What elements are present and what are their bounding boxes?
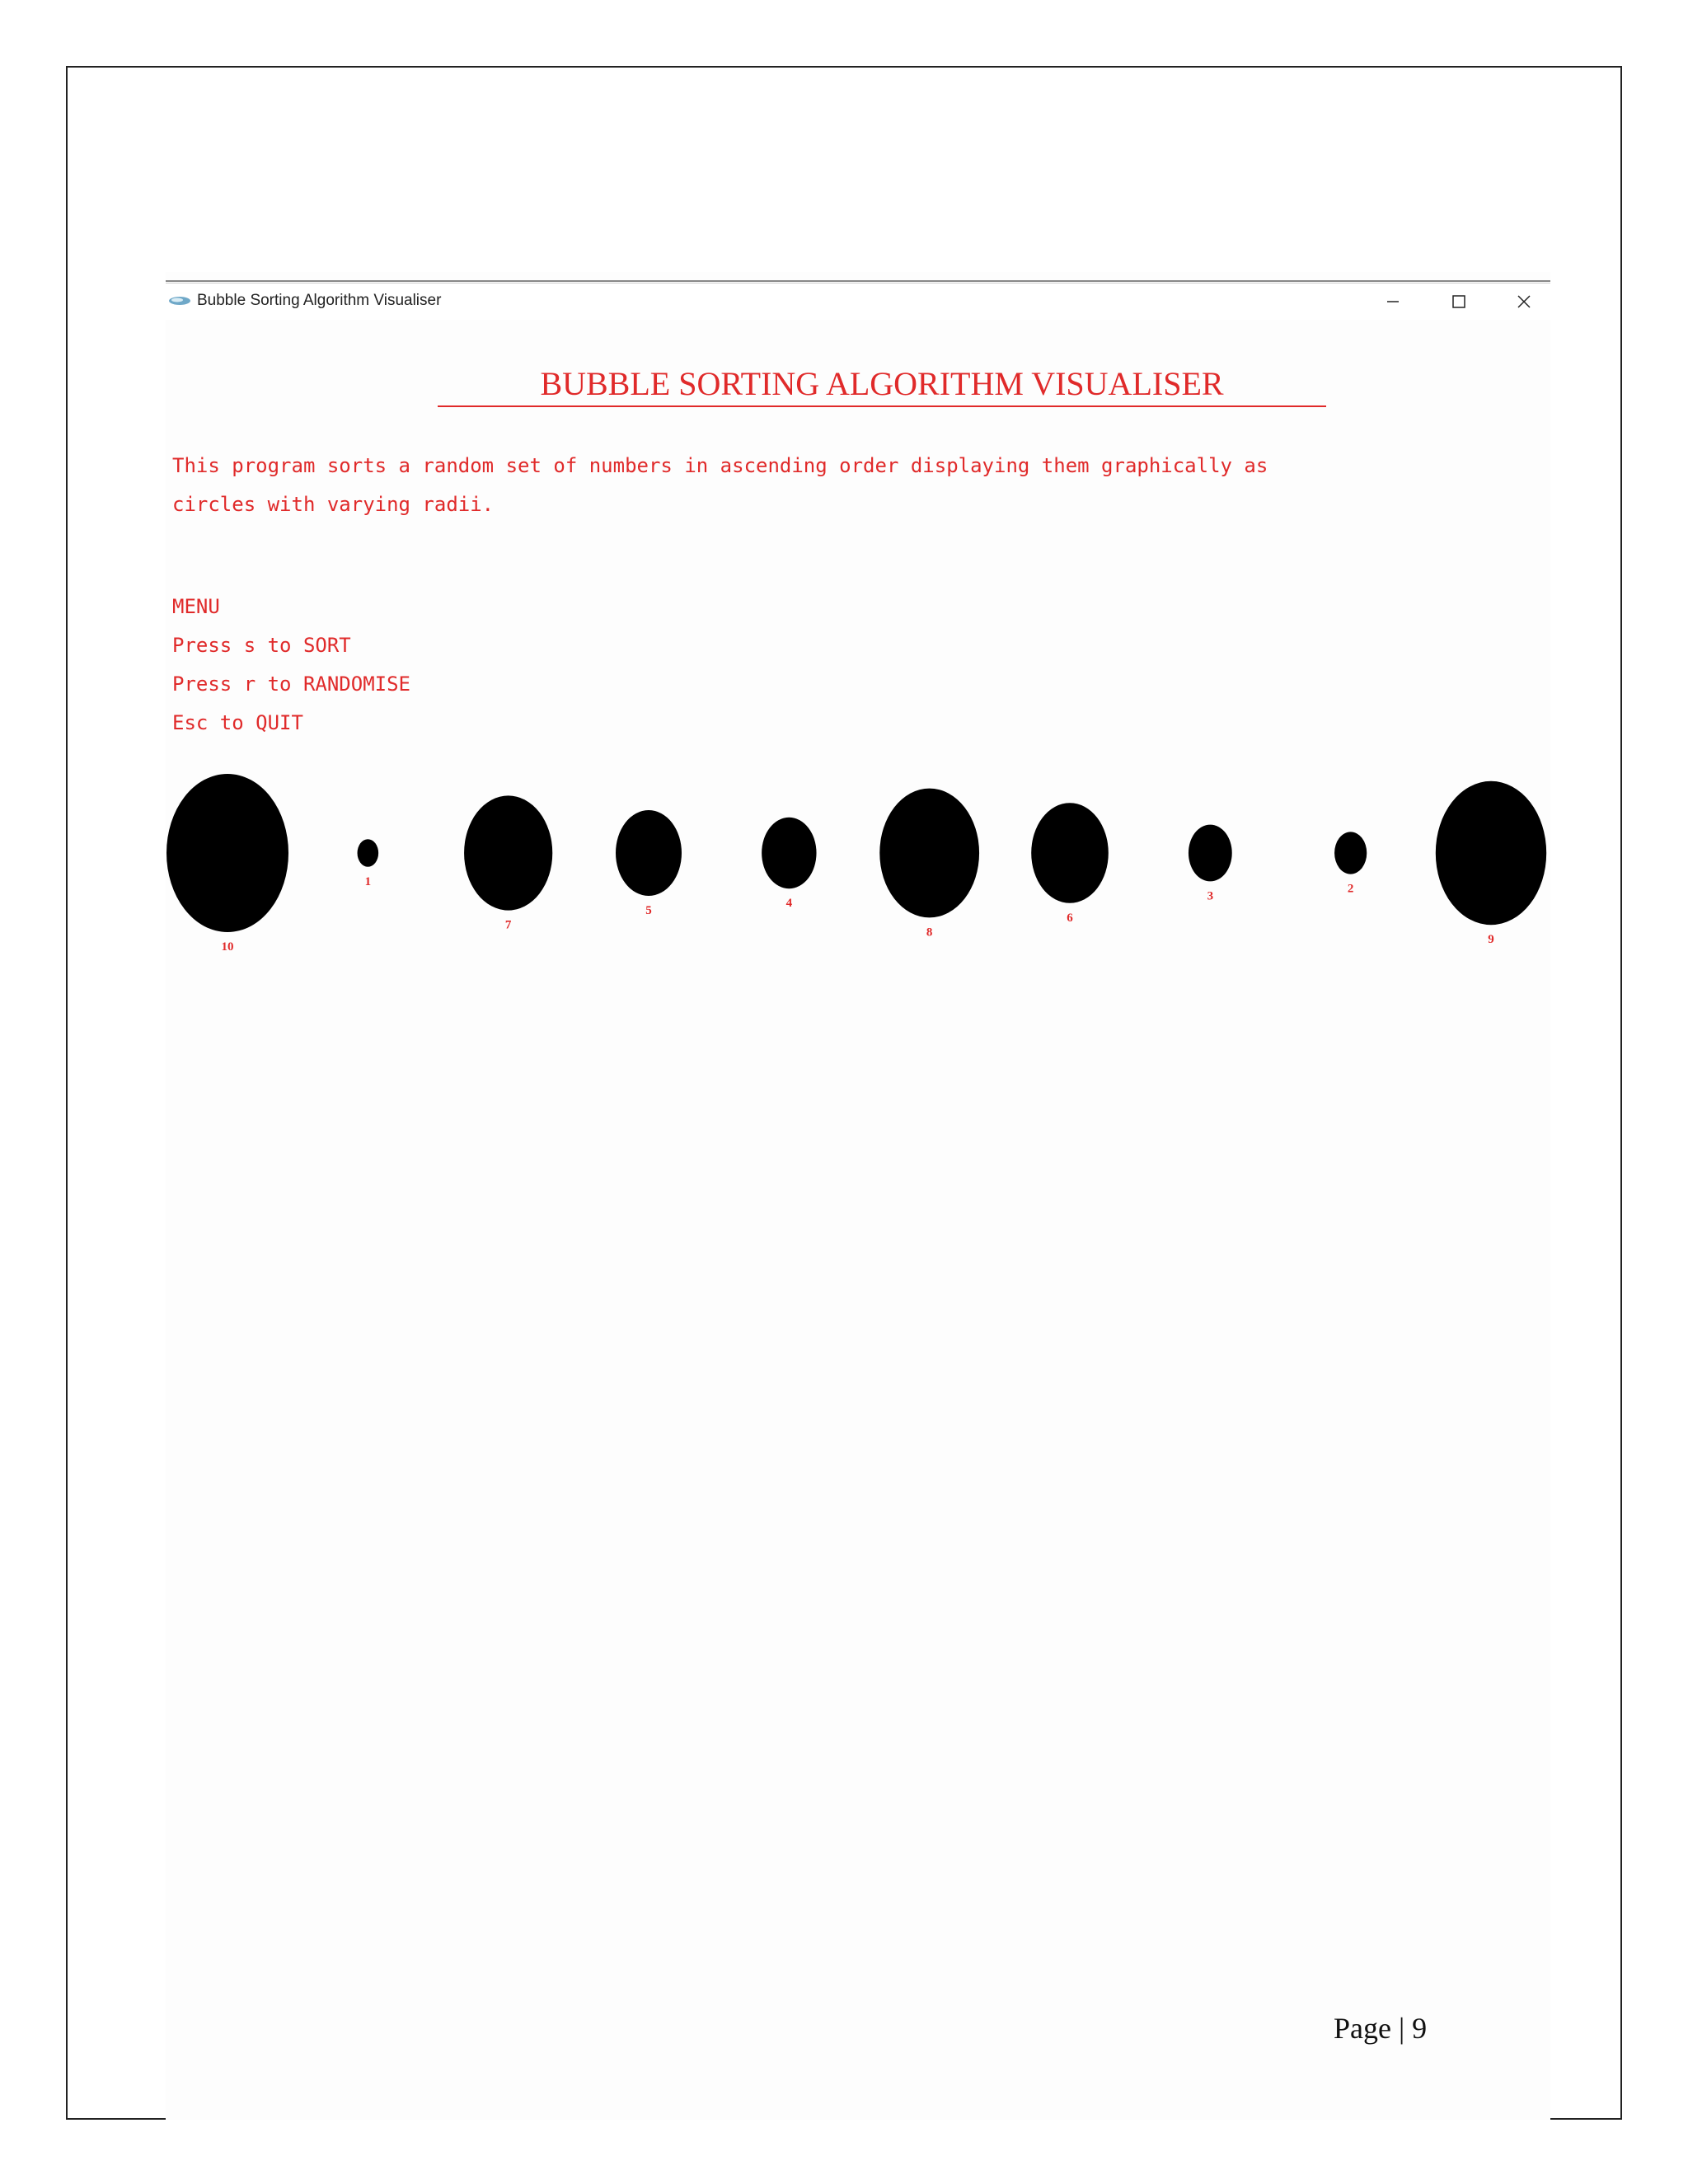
- bubble-9: [1436, 781, 1546, 925]
- minimize-icon: [1361, 284, 1425, 320]
- maximize-icon: [1427, 284, 1491, 320]
- bubble-10: [166, 774, 288, 932]
- menu-title: MENU: [172, 595, 220, 618]
- bubble-label-1: 1: [364, 874, 372, 888]
- description-line-1: This program sorts a random set of numbers in ascending order displaying them graphically as: [172, 454, 1268, 477]
- bubble-label-2: 2: [1347, 882, 1354, 896]
- menu-item-quit: Esc to QUIT: [172, 711, 303, 734]
- menu-item-sort: Press s to SORT: [172, 634, 351, 657]
- app-heading: BUBBLE SORTING ALGORITHM VISUALISER: [540, 365, 1224, 402]
- heading-underline: [438, 405, 1326, 407]
- bubble-6: [1031, 803, 1109, 903]
- bubble-label-7: 7: [504, 918, 512, 932]
- bubble-label-4: 4: [785, 897, 793, 911]
- bubble-7: [464, 795, 552, 910]
- window-top-border: [166, 280, 1550, 282]
- bubble-label-3: 3: [1207, 889, 1214, 903]
- window-title: Bubble Sorting Algorithm Visualiser: [197, 292, 442, 309]
- close-icon: [1493, 284, 1557, 320]
- menu-item-randomise: Press r to RANDOMISE: [172, 673, 410, 696]
- bubble-5: [616, 810, 682, 896]
- bubble-visualisation: [166, 799, 1550, 989]
- app-icon: [168, 295, 191, 307]
- close-button[interactable]: [1493, 284, 1557, 320]
- bubble-label-9: 9: [1488, 933, 1494, 947]
- bubble-8: [879, 789, 979, 918]
- app-window: [166, 272, 1550, 2120]
- bubble-2: [1334, 832, 1367, 874]
- description-line-2: circles with varying radii.: [172, 493, 495, 516]
- minimize-button[interactable]: [1361, 284, 1425, 320]
- bubble-1: [358, 839, 379, 867]
- bubble-4: [762, 818, 816, 888]
- bubble-label-5: 5: [645, 904, 652, 917]
- title-bar[interactable]: [166, 284, 1550, 320]
- maximize-button[interactable]: [1427, 284, 1491, 320]
- bubble-label-10: 10: [221, 940, 234, 954]
- page-number: Page | 9: [1334, 2012, 1428, 2045]
- bubble-label-8: 8: [926, 926, 933, 940]
- bubble-3: [1189, 825, 1232, 882]
- bubble-label-6: 6: [1067, 911, 1073, 925]
